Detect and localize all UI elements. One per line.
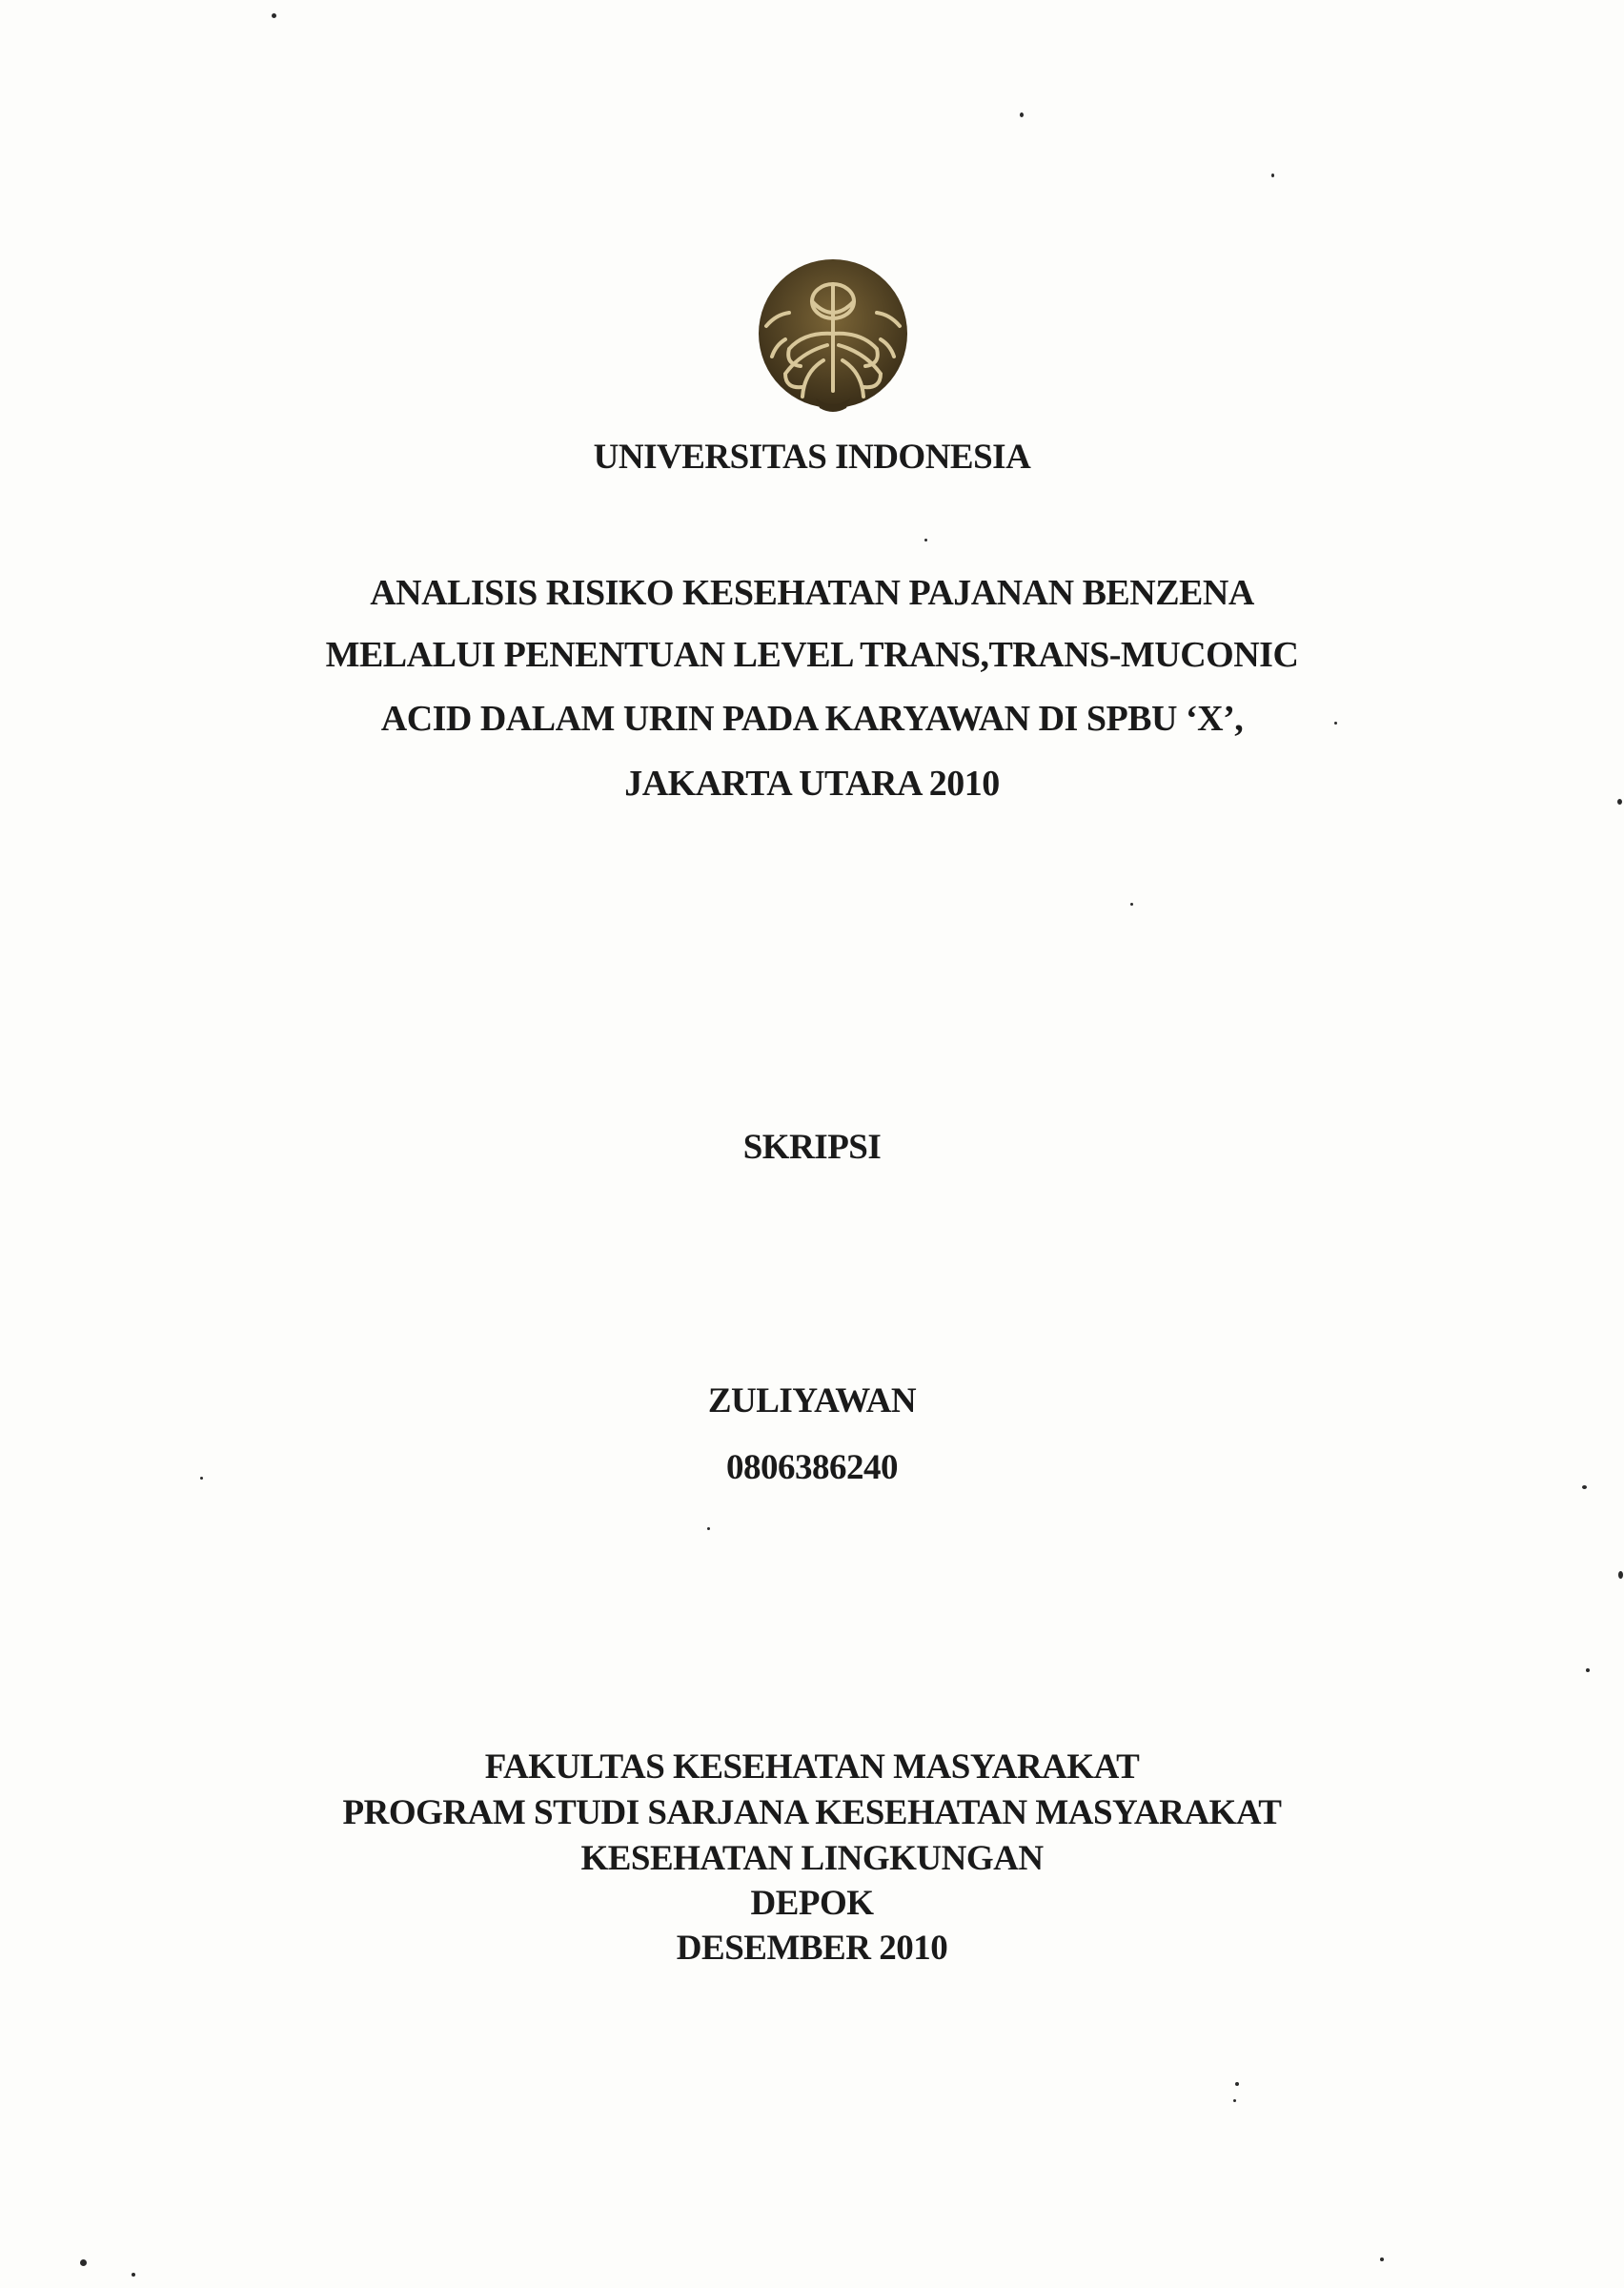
scan-speck — [1020, 112, 1024, 117]
specialization-line: KESEHATAN LINGKUNGAN — [580, 1839, 1044, 1878]
scan-speck — [132, 2273, 135, 2277]
university-logo — [747, 257, 919, 429]
scan-speck — [924, 539, 927, 541]
program-line: PROGRAM STUDI SARJANA KESEHATAN MASYARAKAT — [342, 1793, 1282, 1832]
scan-speck — [1334, 722, 1337, 725]
student-number: 0806386240 — [726, 1448, 898, 1487]
date-line: DESEMBER 2010 — [676, 1929, 948, 1968]
thesis-title-line-2: MELALUI PENENTUAN LEVEL TRANS,TRANS-MUCONIC — [325, 635, 1299, 675]
faculty-line: FAKULTAS KESEHATAN MASYARAKAT — [484, 1747, 1140, 1787]
document-type: SKRIPSI — [742, 1128, 882, 1167]
thesis-title-line-4: JAKARTA UTARA 2010 — [624, 764, 1000, 804]
scan-speck — [272, 13, 276, 18]
makara-logo-icon — [747, 257, 919, 429]
scan-speck — [1380, 2257, 1384, 2261]
scan-speck — [1617, 799, 1622, 805]
scan-speck — [200, 1477, 203, 1480]
university-name: UNIVERSITAS INDONESIA — [593, 438, 1031, 477]
scan-speck — [1130, 903, 1133, 906]
city-line: DEPOK — [750, 1884, 874, 1923]
scan-speck — [707, 1527, 710, 1530]
scan-speck — [1233, 2099, 1236, 2102]
scan-speck — [1618, 1571, 1623, 1579]
scan-speck — [1582, 1485, 1587, 1489]
scan-speck — [1271, 174, 1274, 177]
scan-speck — [1586, 1668, 1590, 1672]
scan-speck — [80, 2259, 87, 2266]
thesis-title-line-1: ANALISIS RISIKO KESEHATAN PAJANAN BENZENA — [370, 573, 1254, 613]
thesis-title-line-3: ACID DALAM URIN PADA KARYAWAN DI SPBU ‘X’, — [380, 699, 1244, 739]
scan-speck — [1235, 2082, 1239, 2086]
author-name: ZULIYAWAN — [707, 1381, 917, 1420]
